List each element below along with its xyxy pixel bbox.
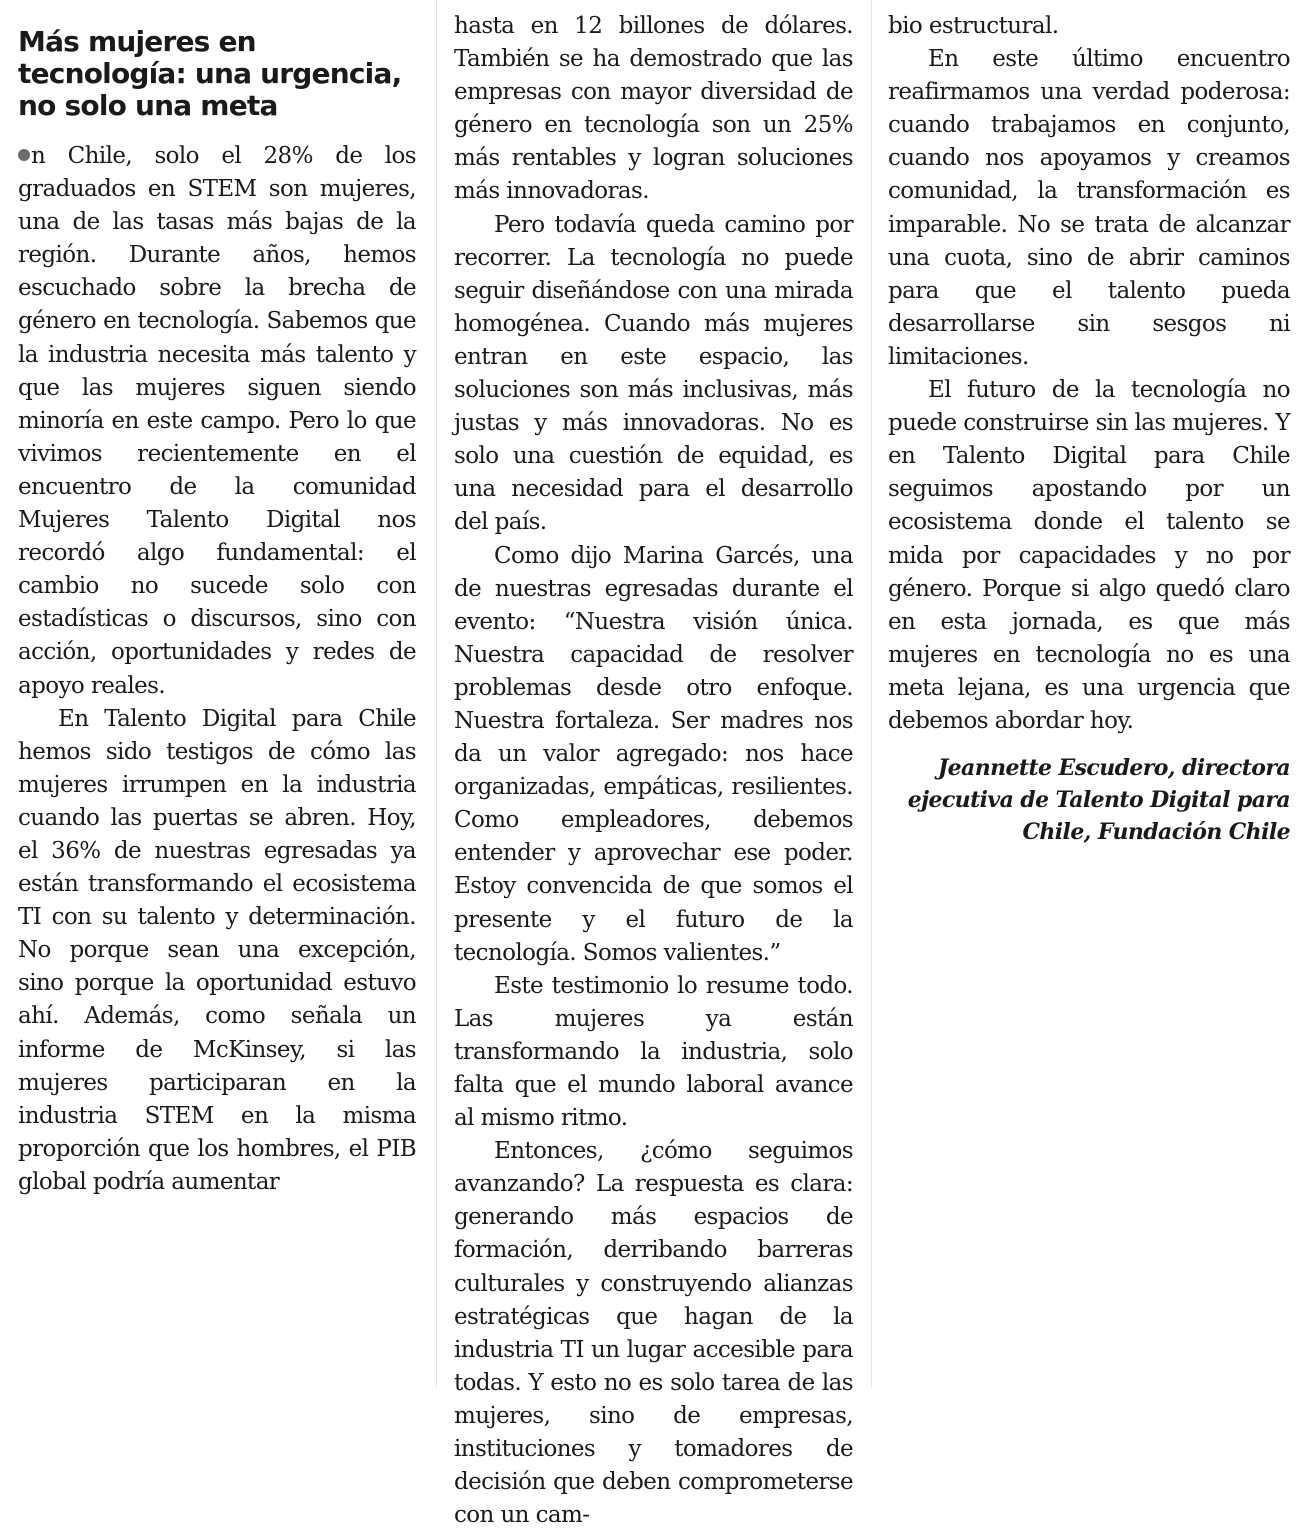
lead-paragraph-text: n Chile, solo el 28% de los graduados en STEM son mujeres, una de las tasas más bajas de la región. Durante años, hemos escuchado sobre la brecha de género en tecnología. Sabemos que la industria necesita más talento y que las mujeres siguen siendo minoría en este campo. Pero lo que vivimos recientemente en el encuentro de la comunidad Mujeres Talento Digital nos recordó algo fundamental: el cambio no sucede solo con estadísticas o discursos, sino con acción, oportunidades y redes de apoyo reales. (18, 143, 416, 699)
article-column-2 (454, 0, 853, 1532)
body-paragraph: En este último encuentro reafirmamos una verdad poderosa: cuando trabajamos en conjunto, cuando nos apoyamos y creamos comunidad, la transformación es imparable. No se trata de alcanzar una cuota, sino de abrir caminos para que el talento pueda desarrollarse sin sesgos ni limitaciones. (888, 46, 1290, 370)
lead-paragraph (18, 140, 416, 703)
author-signature: Jeannette Escudero, directora ejecutiva de Talento Digital para Chile, Fundación Chile (907, 755, 1290, 846)
body-paragraph: El futuro de la tecnología no puede construirse sin las mujeres. Y en Talento Digital para Chile seguimos apostando por un ecosistema donde el talento se mida por capacidades y no por género. Porque si algo quedó claro en esta jornada, es que más mujeres en tecnología no es una meta lejana, es una urgencia que debemos abordar hoy. (888, 377, 1290, 734)
quote-paragraph: Como dijo Marina Garcés, una de nuestras egresadas durante el evento: “Nuestra visión única. Nuestra capacidad de resolver problemas desde otro enfoque. Nuestra fortaleza. Ser madres nos da un valor agregado: nos hace organizadas, empáticas, resilientes. Como empleadores, debemos entender y aprovechar ese poder. Estoy convencida de que somos el presente y el futuro de la tecnología. Somos valientes.” (454, 542, 853, 966)
article-column-1 (18, 0, 416, 1199)
article-headline: Más mujeres en tecnología: una urgencia, no solo una meta (18, 25, 402, 122)
body-paragraph: Este testimonio lo resume todo. Las mujeres ya están transformando la industria, solo falta que el mundo laboral avance al mismo ritmo. (454, 972, 853, 1132)
body-paragraph-continued: hasta en 12 billones de dólares. También se ha demostrado que las empresas con mayor diversidad de género en tecnología son un 25% más rentables y logran soluciones más innovadoras. (454, 13, 853, 205)
drop-bullet-icon (18, 149, 30, 161)
column-divider (436, 0, 437, 1388)
article-column-3 (888, 0, 1290, 848)
body-paragraph: En Talento Digital para Chile hemos sido testigos de cómo las mujeres irrumpen en la industria cuando las puertas se abren. Hoy, el 36% de nuestras egresadas ya están transformando el ecosistema TI con su talento y determinación. No porque sean una excepción, sino porque la oportunidad estuvo ahí. Además, como señala un informe de McKinsey, si las mujeres participaran en la industria STEM en la misma proporción que los hombres, el PIB global podría aumentar (18, 705, 416, 1195)
column-divider (871, 0, 872, 1388)
body-paragraph-continued: bio estructural. (888, 13, 1059, 39)
body-paragraph: Entonces, ¿cómo seguimos avanzando? La respuesta es clara: generando más espacios de formación, derribando barreras culturales y construyendo alianzas estratégicas que hagan de la industria TI un lugar accesible para todas. Y esto no es solo tarea de las mujeres, sino de empresas, instituciones y tomadores de decisión que deben comprometerse con un cam- (454, 1138, 853, 1529)
body-paragraph: Pero todavía queda camino por recorrer. La tecnología no puede seguir diseñándose con una mirada homogénea. Cuando más mujeres entran en este espacio, las soluciones son más inclusivas, más justas y más innovadoras. No es solo una cuestión de equidad, es una necesidad para el desarrollo del país. (454, 211, 853, 536)
